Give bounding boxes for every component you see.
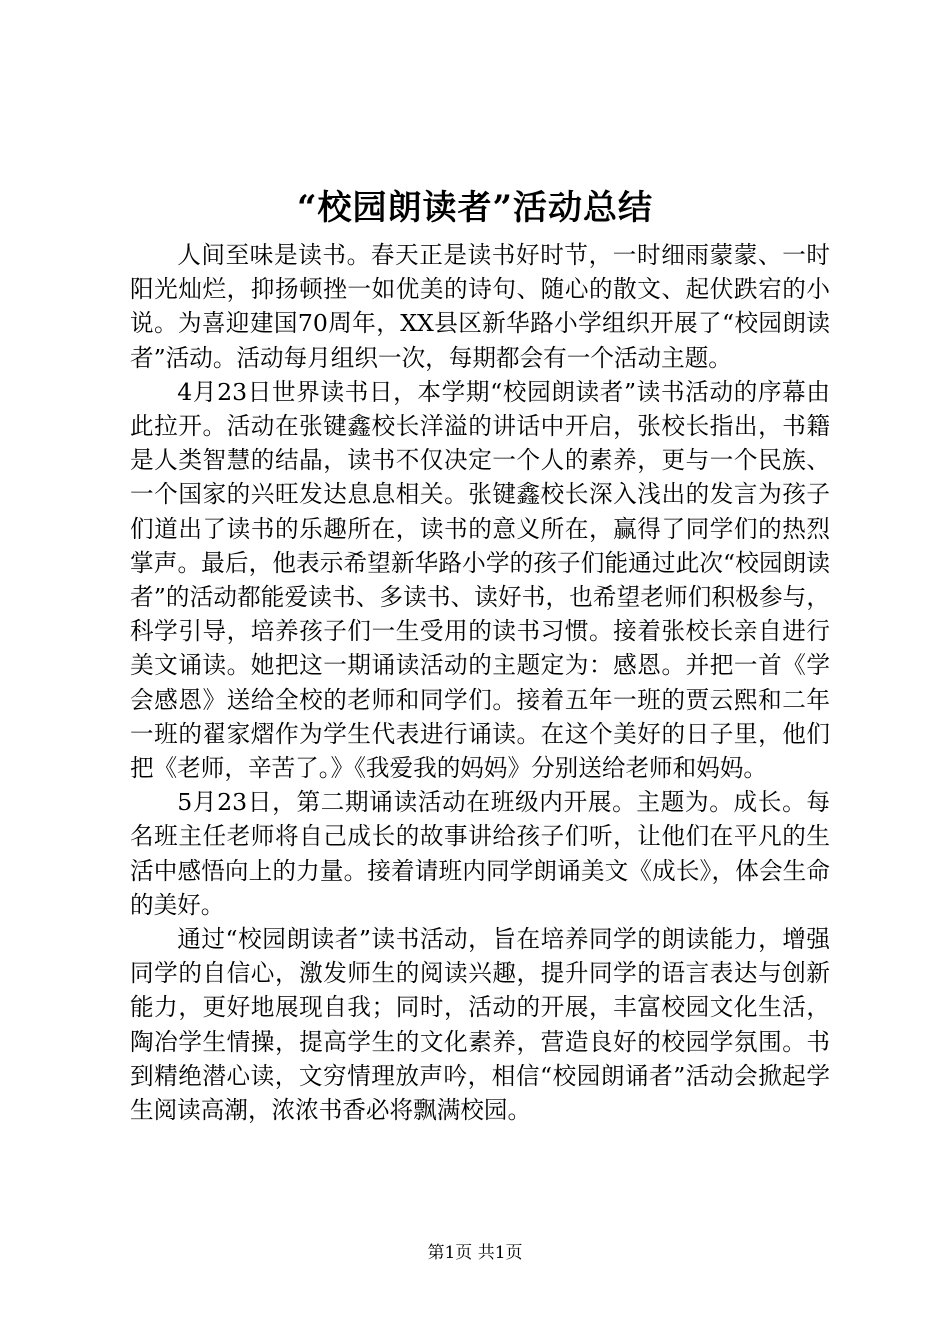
paragraph-may-event: 5月23日，第二期诵读活动在班级内开展。主题为。成长。每名班主任老师将自己成长的故事讲给孩子们听，让他们在平凡的生活中感悟向上的力量。接着请班内同学朗诵美文《成长》，体会生命的美好。 xyxy=(130,788,830,919)
document-title: “校园朗读者”活动总结 xyxy=(296,188,654,228)
paragraph-conclusion: 通过“校园朗读者”读书活动，旨在培养同学的朗读能力，增强同学的自信心，激发师生的阅读兴趣，提升同学的语言表达与创新能力，更好地展现自我；同时，活动的开展，丰富校园文化生活，陶冶学生情操，提高学生的文化素养，营造良好的校园学氛围。书到精绝潜心读，文穷情理放声吟，相信“校园朗诵者”活动会掀起学生阅读高潮，浓浓书香必将飘满校园。 xyxy=(130,925,830,1125)
page-number-footer: 第1页 共1页 xyxy=(427,1243,523,1263)
paragraph-april-event: 4月23日世界读书日，本学期“校园朗读者”读书活动的序幕由此拉开。活动在张键鑫校长洋溢的讲话中开启，张校长指出，书籍是人类智慧的结晶，读书不仅决定一个人的素养，更与一个民族、一个国家的兴旺发达息息相关。张键鑫校长深入浅出的发言为孩子们道出了读书的乐趣所在，读书的意义所在，赢得了同学们的热烈掌声。最后，他表示希望新华路小学的孩子们能通过此次“校园朗读者”的活动都能爱读书、多读书、读好书，也希望老师们积极参与，科学引导，培养孩子们一生受用的读书习惯。接着张校长亲自进行美文诵读。她把这一期诵读活动的主题定为：感恩。并把一首《学会感恩》送给全校的老师和同学们。接着五年一班的贾云熙和二年一班的翟家熠作为学生代表进行诵读。在这个美好的日子里，他们把《老师，辛苦了。》《我爱我的妈妈》分别送给老师和妈妈。 xyxy=(130,377,830,783)
paragraph-intro: 人间至味是读书。春天正是读书好时节，一时细雨蒙蒙、一时阳光灿烂，抑扬顿挫一如优美的诗句、随心的散文、起伏跌宕的小说。为喜迎建国70周年，XX县区新华路小学组织开展了“校园朗读者”活动。活动每月组织一次，每期都会有一个活动主题。 xyxy=(130,241,830,372)
document-body xyxy=(130,238,830,1127)
